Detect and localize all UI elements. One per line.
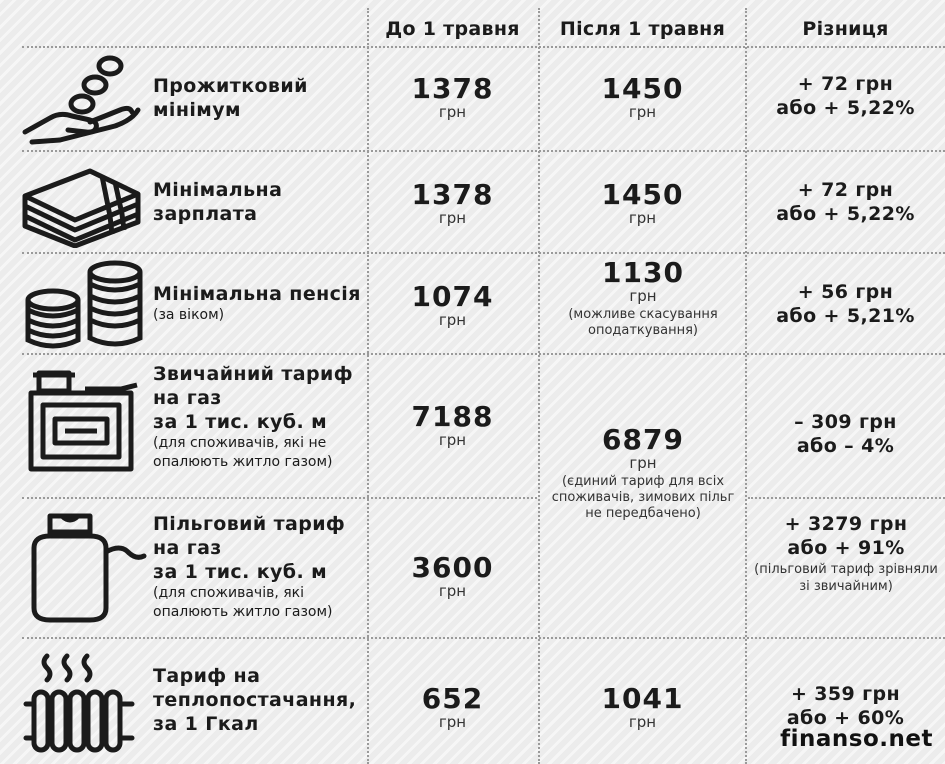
unit: грн (628, 713, 657, 731)
unit: грн (438, 311, 467, 329)
value: 652 (421, 682, 484, 715)
difference-cell (748, 682, 943, 730)
value: 1378 (411, 178, 494, 211)
difference-amount: + 3279 грн (784, 513, 908, 535)
row-divider (22, 150, 945, 152)
label-line: Мінімальна (153, 179, 283, 201)
after-value-cell (540, 180, 745, 227)
difference-note: (пільговий тариф зрівняли зі звичайним) (754, 562, 938, 594)
label-line: за 1 тис. куб. м (153, 561, 328, 583)
unit: грн (628, 103, 657, 121)
before-value-cell (370, 684, 535, 731)
label-line: за 1 тис. куб. м (153, 411, 328, 433)
row-divider (22, 353, 945, 355)
value: 1378 (411, 72, 494, 105)
difference-percent: або + 5,22% (776, 203, 915, 225)
row-label (153, 74, 308, 122)
difference-cell (752, 512, 940, 595)
header-difference: Різниця (802, 18, 889, 40)
difference-cell (748, 280, 943, 328)
difference-amount: – 309 грн (794, 411, 897, 433)
label-line: Тариф на (153, 665, 261, 687)
gas-stove-icon (25, 365, 145, 475)
difference-percent: або + 5,21% (776, 305, 915, 327)
after-value-cell (548, 258, 738, 339)
difference-amount: + 72 грн (797, 179, 894, 201)
difference-amount: + 359 грн (790, 683, 901, 705)
value: 3600 (411, 551, 494, 584)
after-value-cell (540, 74, 745, 121)
value: 6879 (602, 423, 684, 456)
unit: грн (438, 582, 467, 600)
label-line: на газ (153, 387, 222, 409)
label-line: за 1 Гкал (153, 713, 259, 735)
value: 1130 (602, 256, 684, 289)
difference-amount: + 56 грн (797, 281, 894, 303)
unit: грн (438, 209, 467, 227)
label-line: мінімум (153, 99, 241, 121)
merged-gas-after-cell (550, 425, 736, 522)
before-value-cell (370, 553, 535, 600)
value: 1450 (601, 178, 684, 211)
column-divider (367, 8, 369, 764)
label-note: (для споживачів, які опалюють житло газом) (153, 585, 333, 620)
after-value-cell (540, 684, 745, 731)
row-label (153, 512, 365, 622)
row-divider (748, 497, 945, 499)
before-value-cell (370, 180, 535, 227)
unit: грн (628, 209, 657, 227)
label-line: Мінімальна пенсія (153, 283, 361, 305)
label-note: (за віком) (153, 307, 225, 323)
value: 1041 (601, 682, 684, 715)
difference-percent: або + 91% (787, 537, 905, 559)
row-divider (22, 497, 537, 499)
unit: грн (438, 713, 467, 731)
label-line: на газ (153, 537, 222, 559)
difference-amount: + 72 грн (797, 73, 894, 95)
row-divider (22, 46, 945, 48)
coin-stacks-icon (18, 260, 148, 350)
row-label (153, 178, 282, 226)
value-note: (єдиний тариф для всіх споживачів, зимових пільг не передбачено) (551, 474, 735, 521)
unit: грн (438, 431, 467, 449)
difference-cell (748, 178, 943, 226)
before-value-cell (370, 282, 535, 329)
unit: грн (629, 287, 657, 305)
label-note: (для споживачів, які не опалюють житло газом) (153, 435, 333, 470)
value: 1450 (601, 72, 684, 105)
label-line: Пільговий тариф (153, 513, 346, 535)
column-divider (538, 8, 540, 764)
watermark: finanso.net (780, 726, 933, 752)
hand-coins-icon (20, 52, 145, 147)
label-line: теплопостачання, (153, 689, 357, 711)
column-divider (745, 8, 747, 764)
gas-cylinder-icon (20, 508, 150, 626)
header-before: До 1 травня (385, 18, 520, 40)
radiator-icon (22, 652, 137, 757)
row-label (153, 282, 363, 325)
header-after: Після 1 травня (559, 18, 726, 40)
label-line: Звичайний тариф (153, 363, 353, 385)
before-value-cell (370, 74, 535, 121)
value: 7188 (411, 400, 494, 433)
unit: грн (438, 103, 467, 121)
unit: грн (629, 454, 657, 472)
value: 1074 (411, 280, 494, 313)
money-stack-icon (20, 156, 145, 248)
label-line: Прожитковий (153, 75, 308, 97)
before-value-cell (370, 402, 535, 449)
value-note: (можливе скасування оподаткування) (568, 307, 718, 338)
row-divider (22, 252, 945, 254)
difference-percent: або – 4% (796, 435, 895, 457)
row-divider (22, 637, 945, 639)
difference-percent: або + 5,22% (776, 97, 915, 119)
difference-cell (748, 410, 943, 458)
label-line: зарплата (153, 203, 258, 225)
difference-cell (748, 72, 943, 120)
row-label (153, 664, 365, 736)
row-label (153, 362, 365, 472)
difference-percent: або + 60% (786, 707, 905, 729)
